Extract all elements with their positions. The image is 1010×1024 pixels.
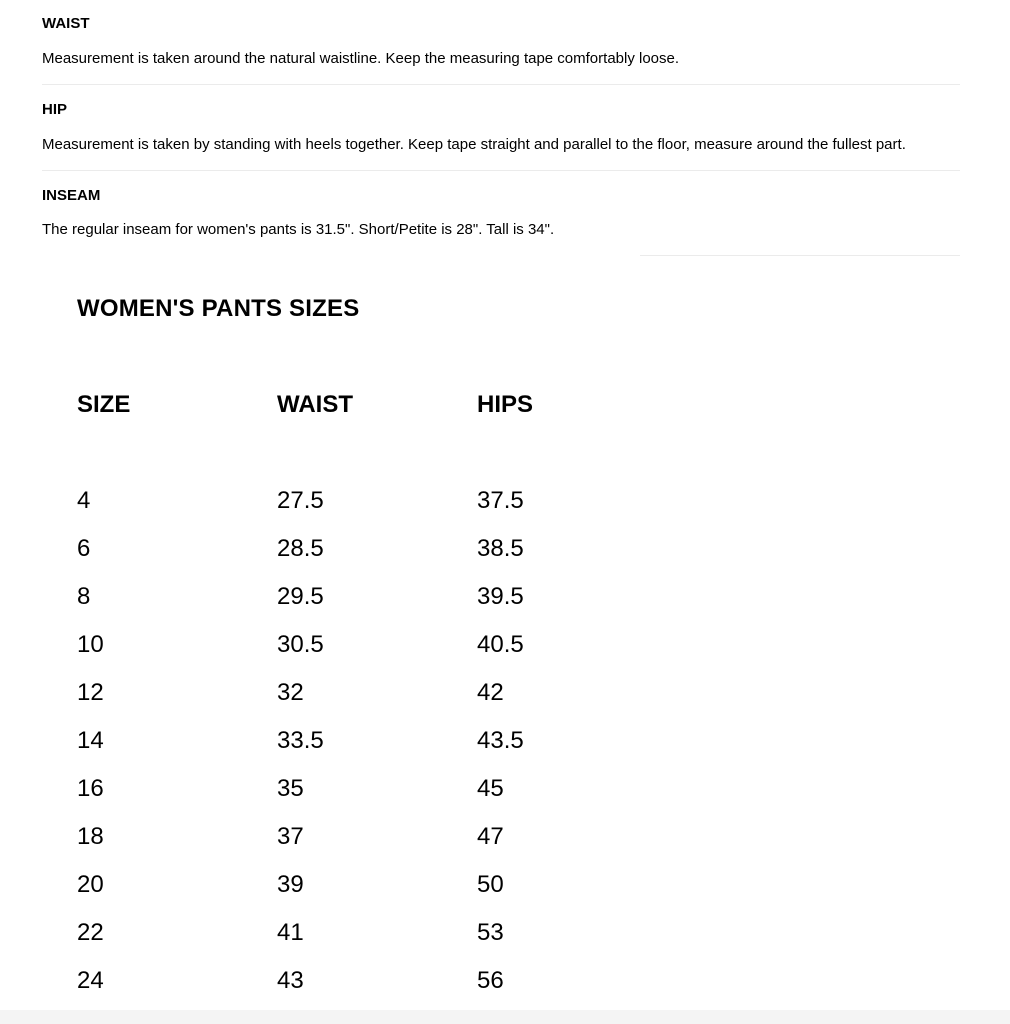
hips-cell: 40.5 [477, 631, 524, 658]
column-header-hips: HIPS [477, 391, 534, 418]
waist-cell: 28.5 [277, 535, 324, 562]
divider [640, 255, 960, 256]
column-header-size: SIZE [77, 391, 131, 418]
hips-cell: 39.5 [477, 583, 524, 610]
waist-cell: 30.5 [277, 631, 324, 658]
size-cell: 14 [77, 727, 104, 754]
column-header-waist: WAIST [277, 391, 353, 418]
bottom-bar [0, 1010, 1010, 1024]
hips-cell: 50 [477, 871, 504, 898]
size-cell: 18 [77, 823, 104, 850]
waist-cell: 29.5 [277, 583, 324, 610]
size-cell: 16 [77, 775, 104, 802]
size-cell: 22 [77, 919, 104, 946]
waist-cell: 39 [277, 871, 304, 898]
size-cell: 4 [77, 487, 91, 514]
waist-cell: 27.5 [277, 487, 324, 514]
hips-cell: 45 [477, 775, 504, 802]
hips-cell: 42 [477, 679, 504, 706]
waist-cell: 35 [277, 775, 304, 802]
hips-cell: 43.5 [477, 727, 524, 754]
hips-cell: 47 [477, 823, 504, 850]
hips-cell: 56 [477, 967, 504, 994]
waist-cell: 43 [277, 967, 304, 994]
waist-cell: 37 [277, 823, 304, 850]
hips-cell: 53 [477, 919, 504, 946]
waist-description: Measurement is taken around the natural waistline. Keep the measuring tape comfortably loose. [42, 50, 680, 67]
waist-cell: 32 [277, 679, 304, 706]
waist-title: WAIST [42, 15, 90, 32]
divider [42, 170, 960, 171]
waist-cell: 41 [277, 919, 304, 946]
hip-title: HIP [42, 101, 68, 118]
hips-cell: 38.5 [477, 535, 524, 562]
inseam-title: INSEAM [42, 187, 101, 204]
size-cell: 6 [77, 535, 91, 562]
hips-cell: 37.5 [477, 487, 524, 514]
size-cell: 10 [77, 631, 104, 658]
hip-description: Measurement is taken by standing with heels together. Keep tape straight and parallel to the floor, measure around the fullest part. [42, 136, 906, 153]
size-cell: 20 [77, 871, 104, 898]
divider [42, 84, 960, 85]
inseam-description: The regular inseam for women's pants is 31.5". Short/Petite is 28". Tall is 34". [42, 221, 555, 238]
waist-cell: 33.5 [277, 727, 324, 754]
size-cell: 12 [77, 679, 104, 706]
size-cell: 24 [77, 967, 104, 994]
size-cell: 8 [77, 583, 91, 610]
size-chart-title: WOMEN'S PANTS SIZES [77, 295, 360, 322]
